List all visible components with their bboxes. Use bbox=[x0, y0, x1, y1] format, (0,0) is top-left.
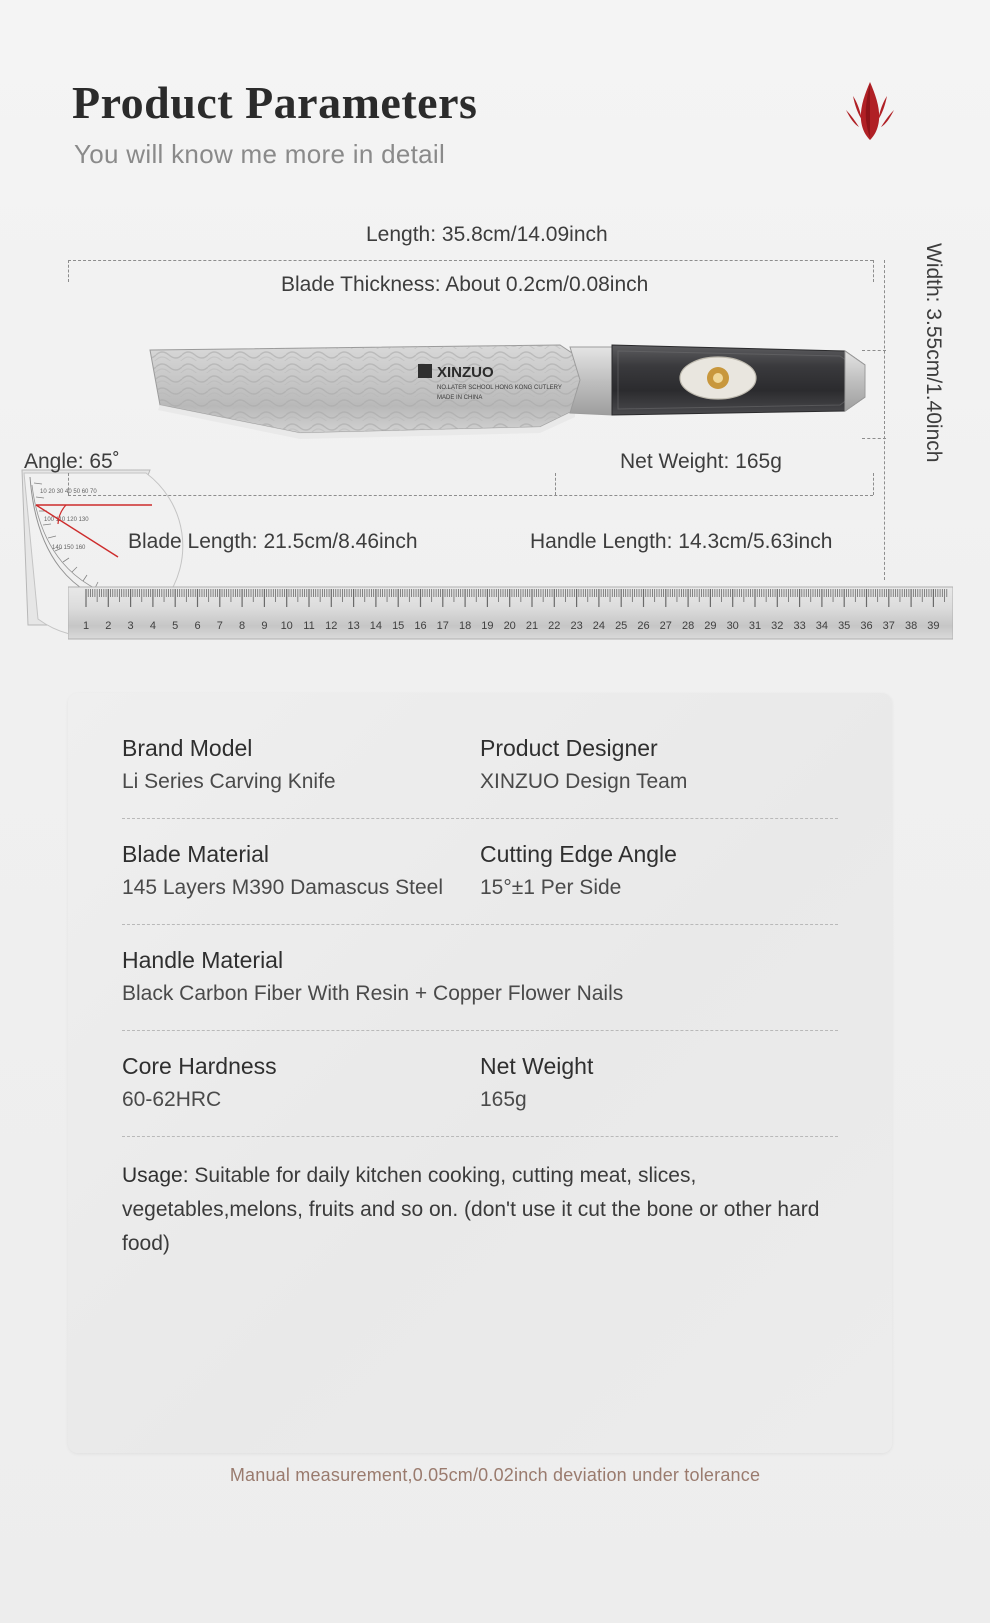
svg-text:35: 35 bbox=[838, 620, 851, 632]
svg-text:37: 37 bbox=[882, 620, 895, 632]
spec-cell-core-hardness bbox=[122, 1053, 480, 1112]
spec-cell-brand-model bbox=[122, 735, 480, 794]
svg-text:19: 19 bbox=[481, 620, 494, 632]
spec-divider bbox=[122, 1030, 838, 1031]
spec-value: 60-62HRC bbox=[122, 1088, 222, 1111]
svg-text:27: 27 bbox=[659, 620, 672, 632]
dimension-angle-label: Angle: 65˚ bbox=[24, 450, 120, 473]
svg-text:10: 10 bbox=[280, 620, 293, 632]
usage-text bbox=[122, 1159, 838, 1261]
svg-text:8: 8 bbox=[239, 620, 246, 632]
spec-value: 15°±1 Per Side bbox=[480, 876, 622, 899]
spec-row bbox=[122, 947, 838, 1006]
svg-text:7: 7 bbox=[216, 620, 223, 632]
svg-text:20: 20 bbox=[503, 620, 516, 632]
bottom-dash-line bbox=[68, 495, 873, 496]
spec-row bbox=[122, 1053, 838, 1112]
svg-text:11: 11 bbox=[303, 620, 315, 632]
blade-dash-tick-left bbox=[68, 473, 69, 495]
svg-text:23: 23 bbox=[570, 620, 583, 632]
svg-text:MADE IN CHINA: MADE IN CHINA bbox=[437, 395, 483, 401]
svg-text:2: 2 bbox=[105, 620, 112, 632]
svg-text:10 20 30 40 50 60 70: 10 20 30 40 50 60 70 bbox=[40, 489, 97, 495]
svg-text:XINZUO: XINZUO bbox=[437, 364, 494, 381]
spec-label: Net Weight bbox=[480, 1053, 594, 1079]
svg-text:32: 32 bbox=[771, 620, 784, 632]
svg-text:100 110 120 130: 100 110 120 130 bbox=[44, 517, 89, 523]
usage-label: Usage: bbox=[122, 1164, 189, 1187]
spec-value: XINZUO Design Team bbox=[480, 770, 688, 793]
spec-divider bbox=[122, 818, 838, 819]
spec-cell-product-designer bbox=[480, 735, 838, 794]
spec-value: 165g bbox=[480, 1088, 527, 1111]
blade-dash-tick-mid bbox=[555, 473, 556, 495]
spec-row bbox=[122, 841, 838, 900]
svg-text:17: 17 bbox=[436, 620, 449, 632]
svg-text:4: 4 bbox=[149, 620, 156, 632]
svg-text:29: 29 bbox=[704, 620, 717, 632]
spec-divider bbox=[122, 924, 838, 925]
svg-text:24: 24 bbox=[592, 620, 606, 632]
svg-text:3: 3 bbox=[127, 620, 134, 632]
handle-dash-tick-right bbox=[873, 473, 874, 495]
page-subtitle: You will know me more in detail bbox=[74, 138, 446, 169]
spec-cell-blade-material bbox=[122, 841, 480, 900]
svg-text:34: 34 bbox=[815, 620, 829, 632]
steel-ruler-icon bbox=[68, 583, 953, 645]
svg-text:28: 28 bbox=[681, 620, 695, 632]
spec-cell-handle-material bbox=[122, 947, 838, 1006]
xinzuo-flame-logo-icon bbox=[840, 80, 900, 142]
dimension-handle-length-label: Handle Length: 14.3cm/5.63inch bbox=[530, 530, 833, 553]
svg-text:36: 36 bbox=[860, 620, 873, 632]
spec-label: Handle Material bbox=[122, 947, 284, 973]
svg-text:15: 15 bbox=[392, 620, 405, 632]
dimension-length-label: Length: 35.8cm/14.09inch bbox=[366, 223, 608, 246]
spec-value: Li Series Carving Knife bbox=[122, 770, 336, 793]
spec-divider bbox=[122, 1136, 838, 1137]
svg-text:33: 33 bbox=[793, 620, 806, 632]
svg-text:18: 18 bbox=[458, 620, 472, 632]
svg-text:13: 13 bbox=[347, 620, 360, 632]
svg-text:30: 30 bbox=[726, 620, 739, 632]
svg-text:9: 9 bbox=[261, 620, 268, 632]
spec-row bbox=[122, 735, 838, 794]
svg-text:39: 39 bbox=[927, 620, 940, 632]
spec-card bbox=[68, 693, 892, 1453]
svg-text:31: 31 bbox=[748, 620, 762, 632]
dimension-blade-thickness-label: Blade Thickness: About 0.2cm/0.08inch bbox=[281, 273, 649, 296]
svg-text:5: 5 bbox=[172, 620, 179, 632]
svg-text:22: 22 bbox=[548, 620, 561, 632]
spec-label: Product Designer bbox=[480, 735, 658, 761]
spec-label: Core Hardness bbox=[122, 1053, 277, 1079]
page-header bbox=[72, 78, 477, 170]
spec-value: 145 Layers M390 Damascus Steel bbox=[122, 876, 443, 899]
tolerance-footnote: Manual measurement,0.05cm/0.02inch deviation under tolerance bbox=[229, 1465, 761, 1485]
svg-text:38: 38 bbox=[904, 620, 918, 632]
dimension-blade-length-label: Blade Length: 21.5cm/8.46inch bbox=[128, 530, 418, 553]
svg-text:16: 16 bbox=[414, 620, 427, 632]
svg-text:12: 12 bbox=[325, 620, 338, 632]
svg-text:1: 1 bbox=[82, 620, 90, 632]
page-title: Product Parameters bbox=[72, 77, 478, 128]
svg-text:25: 25 bbox=[615, 620, 628, 632]
dimension-net-weight-label: Net Weight: 165g bbox=[620, 450, 782, 473]
spec-cell-cutting-edge-angle bbox=[480, 841, 838, 900]
svg-text:6: 6 bbox=[194, 620, 201, 632]
spec-label: Blade Material bbox=[122, 841, 270, 867]
spec-label: Cutting Edge Angle bbox=[480, 841, 677, 867]
svg-text:14: 14 bbox=[369, 620, 383, 632]
svg-text:140 150 160: 140 150 160 bbox=[52, 545, 86, 551]
svg-text:26: 26 bbox=[637, 620, 650, 632]
usage-body: Suitable for daily kitchen cooking, cutting meat, slices, vegetables,melons, fruits and so on. (don't use it cut the bone or other hard food) bbox=[122, 1164, 820, 1256]
svg-text:21: 21 bbox=[525, 620, 539, 632]
dimension-width-label: Width: 3.55cm/1.40inch bbox=[922, 243, 945, 463]
svg-text:NO.LATER SCHOOL HONG KONG CUTL: NO.LATER SCHOOL HONG KONG CUTLERY bbox=[437, 385, 562, 391]
spec-cell-net-weight bbox=[480, 1053, 838, 1112]
spec-value: Black Carbon Fiber With Resin + Copper Flower Nails bbox=[122, 982, 624, 1005]
spec-label: Brand Model bbox=[122, 735, 253, 761]
